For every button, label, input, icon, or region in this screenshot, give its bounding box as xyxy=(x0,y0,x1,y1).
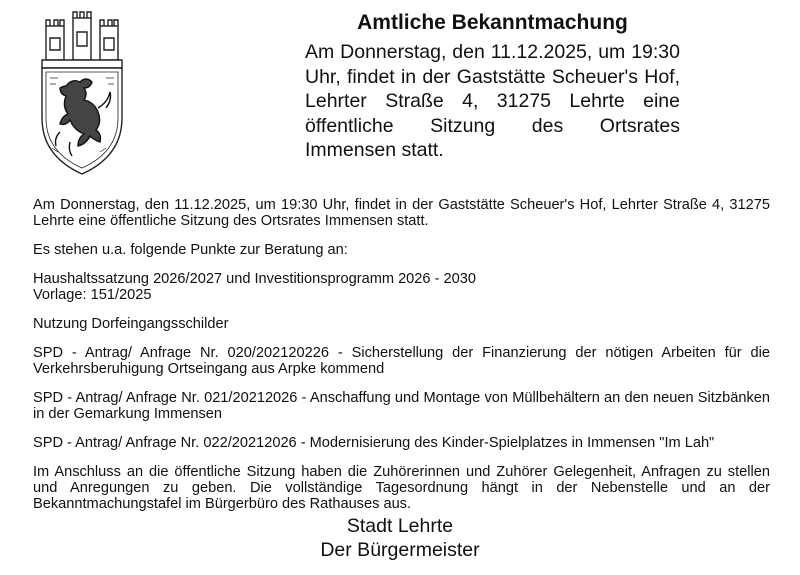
agenda-intro: Es stehen u.a. folgende Punkte zur Beratung an: xyxy=(33,242,348,258)
agenda-item-title: Haushaltssatzung 2026/2027 und Investitionsprogramm 2026 - 2030 xyxy=(33,271,476,287)
agenda-item: SPD - Antrag/ Anfrage Nr. 022/20212026 - Modernisierung des Kinder-Spielplatzes in Immensen "Im Lah" xyxy=(33,435,715,451)
body-intro: Am Donnerstag, den 11.12.2025, um 19:30 Uhr, findet in der Gaststätte Scheuer's Hof, Lehrter Straße 4, 31275 Lehrte eine öffentliche Sitzung des Ortsrates Immensen statt. xyxy=(33,197,770,229)
agenda-item: SPD - Antrag/ Anfrage Nr. 021/20212026 - Anschaffung und Montage von Müllbehältern an den neuen Sitzbänken in der Gemarkung Immensen xyxy=(33,390,770,422)
notice-title: Amtliche Bekanntmachung xyxy=(357,11,628,34)
agenda-item xyxy=(33,271,770,303)
coat-of-arms-icon xyxy=(36,8,128,178)
notice-body xyxy=(33,197,770,525)
notice-header xyxy=(305,10,680,163)
agenda-item: SPD - Antrag/ Anfrage Nr. 020/202120226 - Sicherstellung der Finanzierung der nötigen Arbeiten für die Verkehrsberuhigung Ortseingang aus Arpke kommend xyxy=(33,345,770,377)
agenda-item: Nutzung Dorfeingangsschilder xyxy=(33,316,229,332)
agenda-item-reference: Vorlage: 151/2025 xyxy=(33,287,152,303)
signature-city: Stadt Lehrte xyxy=(346,515,454,537)
signature-role: Der Bürgermeister xyxy=(320,539,480,561)
closing-paragraph: Im Anschluss an die öffentliche Sitzung haben die Zuhörerinnen und Zuhörer Gelegenheit, Anfragen zu stellen und Anregungen zu geben. Die vollständige Tagesordnung hängt in der Nebenstelle und an der Bekanntmachungstafel im Bürgerbüro des Rathauses aus. xyxy=(33,464,770,512)
notice-lead: Am Donnerstag, den 11.12.2025, um 19:30 Uhr, findet in der Gaststätte Scheuer's Hof, Lehrter Straße 4, 31275 Lehrte eine öffentliche Sitzung des Ortsrates Immensen statt. xyxy=(305,41,680,161)
